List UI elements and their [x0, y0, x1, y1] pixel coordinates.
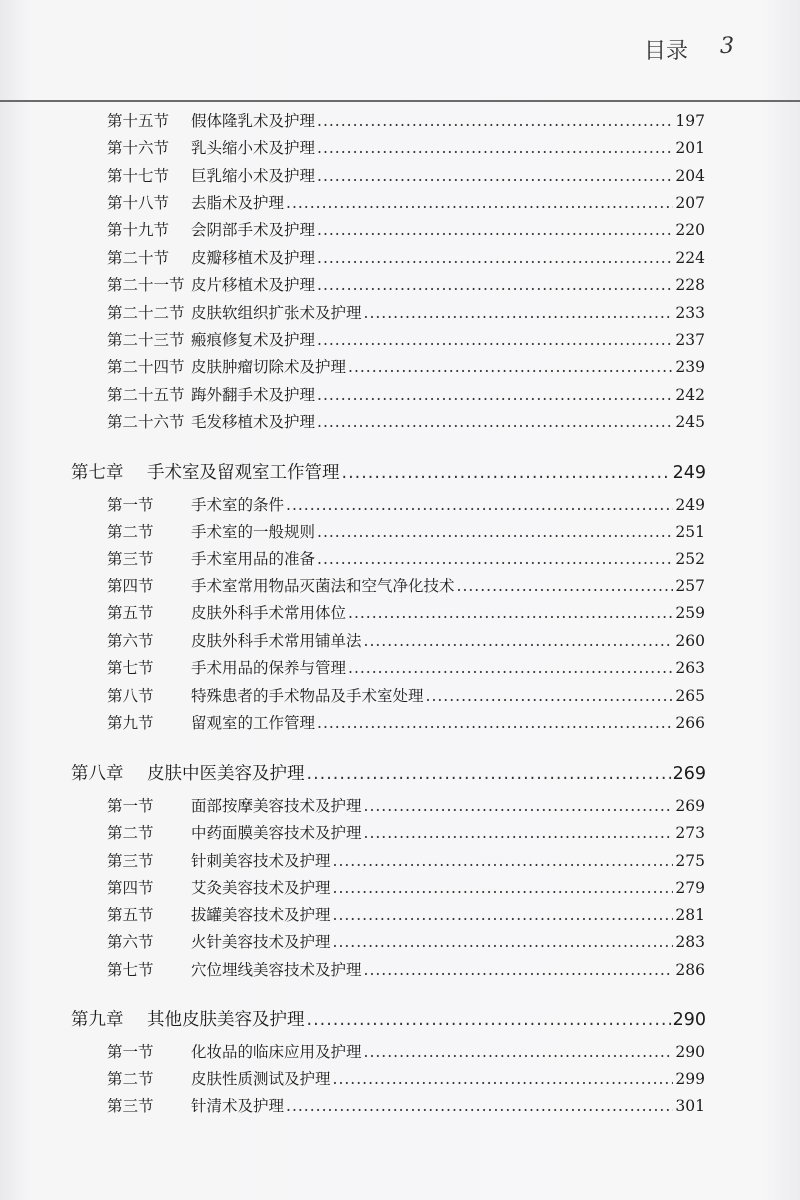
toc-entry-page: 245	[675, 413, 705, 431]
toc-entry-page: 265	[675, 687, 705, 705]
toc-section	[107, 273, 705, 299]
toc-entry-page: 233	[675, 304, 705, 322]
toc-entry-title: 针刺美容技术及护理	[191, 852, 331, 870]
dot-leader	[317, 523, 673, 541]
dot-leader	[317, 221, 673, 239]
toc-entry-page: 269	[672, 764, 706, 784]
toc-chapter	[71, 760, 706, 790]
dot-leader	[286, 194, 673, 212]
toc-section	[107, 574, 705, 600]
toc-section	[107, 218, 705, 244]
toc-entry-number: 第八节	[107, 687, 154, 705]
toc-entry-title: 乳头缩小术及护理	[191, 139, 316, 157]
dot-leader	[348, 659, 673, 677]
toc-section	[107, 601, 705, 627]
dot-leader	[333, 933, 674, 951]
toc-entry-page: 249	[675, 496, 705, 514]
dot-leader	[364, 961, 674, 979]
toc-entry-title: 中药面膜美容技术及护理	[191, 824, 362, 842]
toc-entry-number: 第五节	[107, 906, 154, 924]
toc-section	[107, 930, 705, 956]
toc-entry-number: 第一节	[107, 797, 154, 815]
dot-leader	[307, 764, 671, 784]
toc-entry-title: 艾灸美容技术及护理	[191, 879, 331, 897]
dot-leader	[317, 413, 673, 431]
toc-entry-title: 皮瓣移植术及护理	[191, 249, 316, 267]
toc-entry-number: 第六节	[107, 632, 154, 650]
toc-entry-page: 201	[675, 139, 705, 157]
toc-section	[107, 246, 705, 272]
toc-entry-title: 皮肤肿瘤切除术及护理	[191, 358, 347, 376]
toc-entry-title: 留观室的工作管理	[191, 714, 316, 732]
toc-entry-title: 皮片移植术及护理	[191, 276, 316, 294]
toc-entry-number: 第二十一节	[107, 276, 185, 294]
dot-leader	[457, 577, 674, 595]
toc-section	[107, 383, 705, 409]
toc-entry-page: 301	[675, 1097, 705, 1115]
dot-leader	[317, 167, 673, 185]
toc-entry-number: 第二十六节	[107, 413, 185, 431]
toc-entry-title: 皮肤软组织扩张术及护理	[191, 304, 362, 322]
toc-entry-title: 去脂术及护理	[191, 194, 285, 212]
toc-entry-page: 252	[675, 550, 705, 568]
toc-entry-page: 273	[675, 824, 705, 842]
toc-entry-number: 第八章	[71, 764, 124, 784]
toc-entry-number: 第二节	[107, 523, 154, 541]
toc-section	[107, 355, 705, 381]
toc-entry-page: 259	[675, 604, 705, 622]
toc-chapter	[71, 1006, 706, 1036]
toc-chapter	[71, 459, 706, 489]
toc-entry-page: 224	[675, 249, 705, 267]
toc-section	[107, 821, 705, 847]
toc-entry-title: 面部按摩美容技术及护理	[191, 797, 362, 815]
dot-leader	[364, 304, 674, 322]
toc-entry-title: 穴位埋线美容技术及护理	[191, 961, 362, 979]
dot-leader	[364, 632, 674, 650]
toc-entry-number: 第一节	[107, 1043, 154, 1061]
toc-entry-title: 火针美容技术及护理	[191, 933, 331, 951]
toc-section	[107, 547, 705, 573]
toc-entry-number: 第三节	[107, 550, 154, 568]
dot-leader	[317, 550, 673, 568]
toc-entry-number: 第一节	[107, 496, 154, 514]
dot-leader	[364, 797, 674, 815]
toc-entry-page: 260	[675, 632, 705, 650]
toc-entry-page: 290	[672, 1010, 706, 1030]
toc-entry-number: 第二十二节	[107, 304, 185, 322]
dot-leader	[317, 249, 673, 267]
header-rule	[0, 100, 800, 102]
header-title: 目录	[643, 39, 688, 64]
toc-section	[107, 164, 705, 190]
toc-entry-page: 299	[675, 1070, 705, 1088]
toc-entry-title: 皮肤中医美容及护理	[147, 764, 305, 784]
toc-entry-title: 手术用品的保养与管理	[191, 659, 347, 677]
toc-entry-number: 第十八节	[107, 194, 170, 212]
toc-entry-title: 手术室的一般规则	[191, 523, 316, 541]
toc-entry-title: 皮肤外科手术常用铺单法	[191, 632, 362, 650]
toc-entry-title: 手术室常用物品灭菌法和空气净化技术	[191, 577, 455, 595]
toc-entry-number: 第二十四节	[107, 358, 185, 376]
toc-entry-number: 第九节	[107, 714, 154, 732]
toc-section	[107, 520, 705, 546]
toc-section	[107, 136, 705, 162]
toc-entry-page: 263	[675, 659, 705, 677]
toc-entry-title: 手术室用品的准备	[191, 550, 316, 568]
dot-leader	[317, 714, 673, 732]
toc-entry-title: 毛发移植术及护理	[191, 413, 316, 431]
toc-entry-page: 279	[675, 879, 705, 897]
toc-entry-number: 第六节	[107, 933, 154, 951]
toc-entry-page: 257	[675, 577, 705, 595]
toc-entry-number: 第七章	[71, 463, 124, 483]
toc-entry-number: 第十六节	[107, 139, 170, 157]
dot-leader	[317, 331, 673, 349]
toc-section	[107, 1067, 705, 1093]
toc-section	[107, 876, 705, 902]
dot-leader	[364, 1043, 674, 1061]
header-page-number: 3	[720, 34, 734, 59]
toc-entry-number: 第四节	[107, 879, 154, 897]
toc-entry-page: 237	[675, 331, 705, 349]
toc-entry-page: 269	[675, 797, 705, 815]
toc-entry-title: 手术室的条件	[191, 496, 285, 514]
toc-entry-title: 踇外翻手术及护理	[191, 386, 316, 404]
dot-leader	[317, 112, 673, 130]
toc-entry-page: 207	[675, 194, 705, 212]
dot-leader	[286, 496, 673, 514]
toc-section	[107, 794, 705, 820]
toc-section	[107, 684, 705, 710]
toc-entry-page: 290	[675, 1043, 705, 1061]
dot-leader	[348, 358, 673, 376]
toc-section	[107, 711, 705, 737]
toc-section	[107, 410, 705, 436]
dot-leader	[333, 879, 674, 897]
dot-leader	[317, 386, 673, 404]
toc-entry-page: 283	[675, 933, 705, 951]
toc-entry-page: 281	[675, 906, 705, 924]
toc-section	[107, 629, 705, 655]
toc-entry-title: 针清术及护理	[191, 1097, 285, 1115]
toc-section	[107, 849, 705, 875]
toc-entry-title: 手术室及留观室工作管理	[147, 463, 340, 483]
dot-leader	[342, 463, 671, 483]
dot-leader	[317, 276, 673, 294]
toc-entry-number: 第三节	[107, 1097, 154, 1115]
toc-entry-title: 皮肤外科手术常用体位	[191, 604, 347, 622]
toc-entry-number: 第二节	[107, 824, 154, 842]
dot-leader	[364, 824, 674, 842]
toc-entry-page: 228	[675, 276, 705, 294]
toc-entry-title: 皮肤性质测试及护理	[191, 1070, 331, 1088]
toc-entry-page: 275	[675, 852, 705, 870]
toc-entry-title: 会阴部手术及护理	[191, 221, 316, 239]
toc-entry-number: 第二十五节	[107, 386, 185, 404]
toc-section	[107, 109, 705, 135]
toc-section	[107, 191, 705, 217]
toc-entry-title: 化妆品的临床应用及护理	[191, 1043, 362, 1061]
toc-entry-number: 第九章	[71, 1010, 124, 1030]
toc-entry-title: 瘢痕修复术及护理	[191, 331, 316, 349]
dot-leader	[286, 1097, 673, 1115]
dot-leader	[426, 687, 674, 705]
toc-entry-number: 第十五节	[107, 112, 170, 130]
toc-entry-number: 第四节	[107, 577, 154, 595]
dot-leader	[333, 906, 674, 924]
toc-entry-page: 220	[675, 221, 705, 239]
toc-section	[107, 328, 705, 354]
toc-entry-title: 特殊患者的手术物品及手术室处理	[191, 687, 424, 705]
dot-leader	[333, 1070, 674, 1088]
toc-entry-page: 242	[675, 386, 705, 404]
toc-section	[107, 903, 705, 929]
toc-entry-number: 第五节	[107, 604, 154, 622]
dot-leader	[317, 139, 673, 157]
toc-entry-number: 第七节	[107, 961, 154, 979]
toc-entry-page: 239	[675, 358, 705, 376]
toc-section	[107, 656, 705, 682]
toc-section	[107, 1040, 705, 1066]
toc-entry-number: 第十七节	[107, 167, 170, 185]
toc-entry-number: 第十九节	[107, 221, 170, 239]
toc-entry-page: 249	[672, 463, 706, 483]
toc-section	[107, 958, 705, 984]
toc-entry-title: 拔罐美容技术及护理	[191, 906, 331, 924]
toc-entry-page: 251	[675, 523, 705, 541]
dot-leader	[348, 604, 673, 622]
toc-entry-number: 第三节	[107, 852, 154, 870]
toc-section	[107, 301, 705, 327]
toc-entry-title: 巨乳缩小术及护理	[191, 167, 316, 185]
toc-entry-number: 第二节	[107, 1070, 154, 1088]
toc-entry-page: 204	[675, 167, 705, 185]
toc-section	[107, 493, 705, 519]
toc-entry-page: 266	[675, 714, 705, 732]
toc-entry-number: 第二十节	[107, 249, 170, 267]
toc-section	[107, 1094, 705, 1120]
toc-entry-number: 第二十三节	[107, 331, 185, 349]
toc-entry-number: 第七节	[107, 659, 154, 677]
dot-leader	[307, 1010, 671, 1030]
toc-entry-page: 286	[675, 961, 705, 979]
toc-entry-page: 197	[675, 112, 705, 130]
toc-entry-title: 其他皮肤美容及护理	[147, 1010, 305, 1030]
dot-leader	[333, 852, 674, 870]
running-header	[0, 34, 800, 70]
toc-entry-title: 假体隆乳术及护理	[191, 112, 316, 130]
